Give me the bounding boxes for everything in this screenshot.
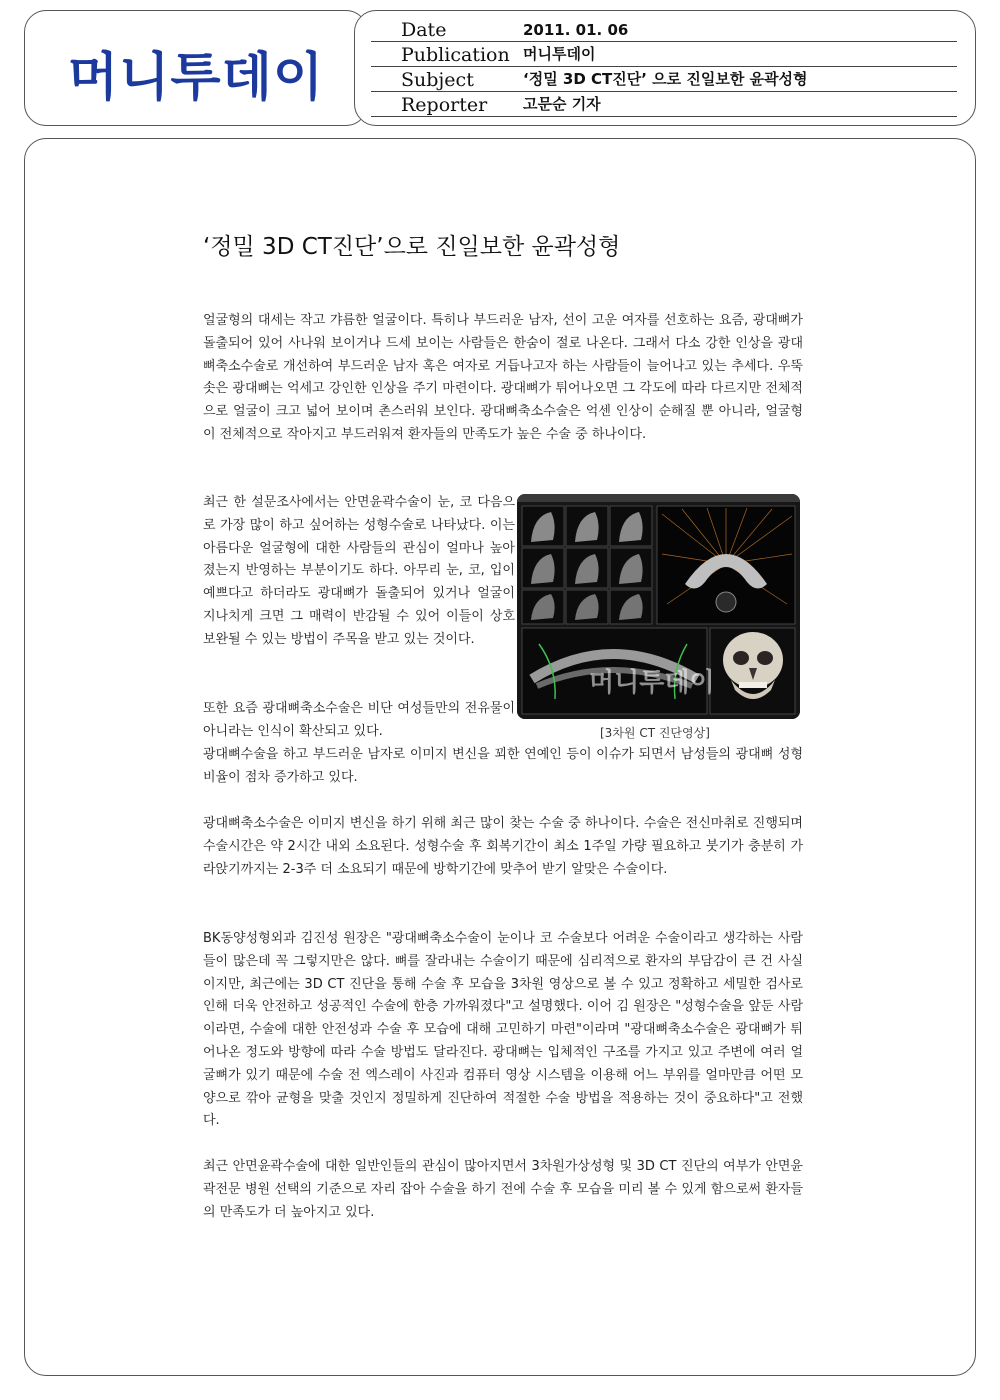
article-paragraph-2: 최근 한 설문조사에서는 안면윤곽수술이 눈, 코 다음으로 가장 많이 하고 싶어하는 성형수술로 나타났다. 이는 아름다운 얼굴형에 대한 사람들의 관심이 얼마나 높아졌는지 반영하는 부분이기도 하다. 아무리 눈, 코, 입이 예쁘다고 하더라도 광대뼈가 돌출되어 있거나 얼굴이 지나치게 크면 그 매력이 반감될 수 있어 이들이 상호 보완될 수 있는 방법이 주목을 받고 있는 것이다. <box>203 495 515 647</box>
meta-row-reporter <box>371 92 957 117</box>
image-caption: [3차원 CT 진단영상] <box>600 726 710 740</box>
article-paragraph-3: 또한 요즘 광대뼈축소수술은 비단 여성들만의 전유물이 아니라는 인식이 확산되고 있다. <box>203 701 515 739</box>
meta-row-date <box>371 17 957 42</box>
article-headline: ‘정밀 3D CT진단’으로 진일보한 윤곽성형 <box>203 234 621 260</box>
article-meta-box <box>354 10 976 126</box>
article-paragraph-3-continued: 광대뼈수술을 하고 부드러운 남자로 이미지 변신을 꾀한 연예인 등이 이슈가 되면서 남성들의 광대뼈 성형비율이 점차 증가하고 있다. <box>203 747 803 785</box>
image-watermark: 머니투데이 <box>589 668 715 698</box>
publication-value: 머니투데이 <box>523 45 596 63</box>
article-paragraph-6: 최근 안면윤곽수술에 대한 일반인들의 관심이 많아지면서 3차원가상성형 및 3D CT 진단의 여부가 안면윤곽전문 병원 선택의 기준으로 자리 잡아 수술을 하기 전에 수술 후 모습을 미리 볼 수 있게 함으로써 환자들의 만족도가 더 높아지고 있다. <box>203 1159 803 1220</box>
article-paragraph-1: 얼굴형의 대세는 작고 갸름한 얼굴이다. 특히나 부드러운 남자, 선이 고운 여자를 선호하는 요즘, 광대뼈가 돌출되어 있어 사나워 보이거나 드세 보이는 사람들은 한숨이 절로 나온다. 그래서 다소 강한 인상을 광대뼈축소수술로 개선하여 부드러운 남자 혹은 여자로 거듭나고자 하는 사람들이 늘어나고 있는 추세다. 우뚝 솟은 광대뼈는 억세고 강인한 인상을 주기 마련이다. 광대뼈가 튀어나오면 그 각도에 따라 다르지만 전체적으로 얼굴이 크고 넓어 보이며 촌스러워 보인다. 광대뼈축소수술은 억센 인상이 순해질 뿐 아니라, 얼굴형이 전체적으로 작아지고 부드러워져 환자들의 만족도가 높은 수술 중 하나이다. <box>203 313 803 442</box>
meta-row-subject <box>371 67 957 92</box>
date-label: Date <box>401 19 447 41</box>
ct-scan-image <box>517 494 800 719</box>
publication-logo: 머니투데이 <box>67 48 325 108</box>
publication-label: Publication <box>401 44 510 66</box>
subject-value: ‘정밀 3D CT진단’ 으로 진일보한 윤곽성형 <box>523 70 808 88</box>
reporter-value: 고문순 기자 <box>523 95 601 113</box>
reporter-label: Reporter <box>401 94 488 116</box>
article-paragraph-4: 광대뼈축소수술은 이미지 변신을 하기 위해 최근 많이 찾는 수술 중 하나이다. 수술은 전신마취로 진행되며 수술시간은 약 2시간 내외 소요된다. 성형수술 후 회복기간이 최소 1주일 가량 필요하고 붓기가 충분히 가라앉기까지는 2-3주 더 소요되기 때문에 방학기간에 맞추어 받기 알맞은 수술이다. <box>203 816 803 877</box>
date-value: 2011. 01. 06 <box>523 21 629 39</box>
masthead-box <box>24 10 368 126</box>
article-paragraph-5: BK동양성형외과 김진성 원장은 "광대뼈축소수술이 눈이나 코 수술보다 어려운 수술이라고 생각하는 사람들이 많은데 꼭 그렇지만은 않다. 뼈를 잘라내는 수술이기 때문에 심리적으로 환자의 부담감이 큰 건 사실이지만, 최근에는 3D CT 진단을 통해 수술 후 모습을 3차원 영상으로 볼 수 있고 정확하고 세밀한 검사로 인해 더욱 안전하고 성공적인 수술에 한층 가까워졌다"고 설명했다. 이어 김 원장은 "성형수술을 앞둔 사람이라면, 수술에 대한 안전성과 수술 후 모습에 대해 고민하기 마련"이라며 "광대뼈축소수술은 광대뼈가 튀어나온 정도와 방향에 따라 수술 방법도 달라진다. 광대뼈는 입체적인 구조를 가지고 있고 주변에 여러 얼굴뼈가 있기 때문에 수술 전 엑스레이 사진과 컴퓨터 영상 시스템을 이용해 어느 부위를 얼마만큼 어떤 모양으로 깎아 균형을 맞출 것인지 정밀하게 진단하여 적절한 수술 방법을 적용하는 것이 중요하다"고 전했다. <box>203 931 803 1129</box>
meta-row-publication <box>371 42 957 67</box>
subject-label: Subject <box>401 69 474 91</box>
